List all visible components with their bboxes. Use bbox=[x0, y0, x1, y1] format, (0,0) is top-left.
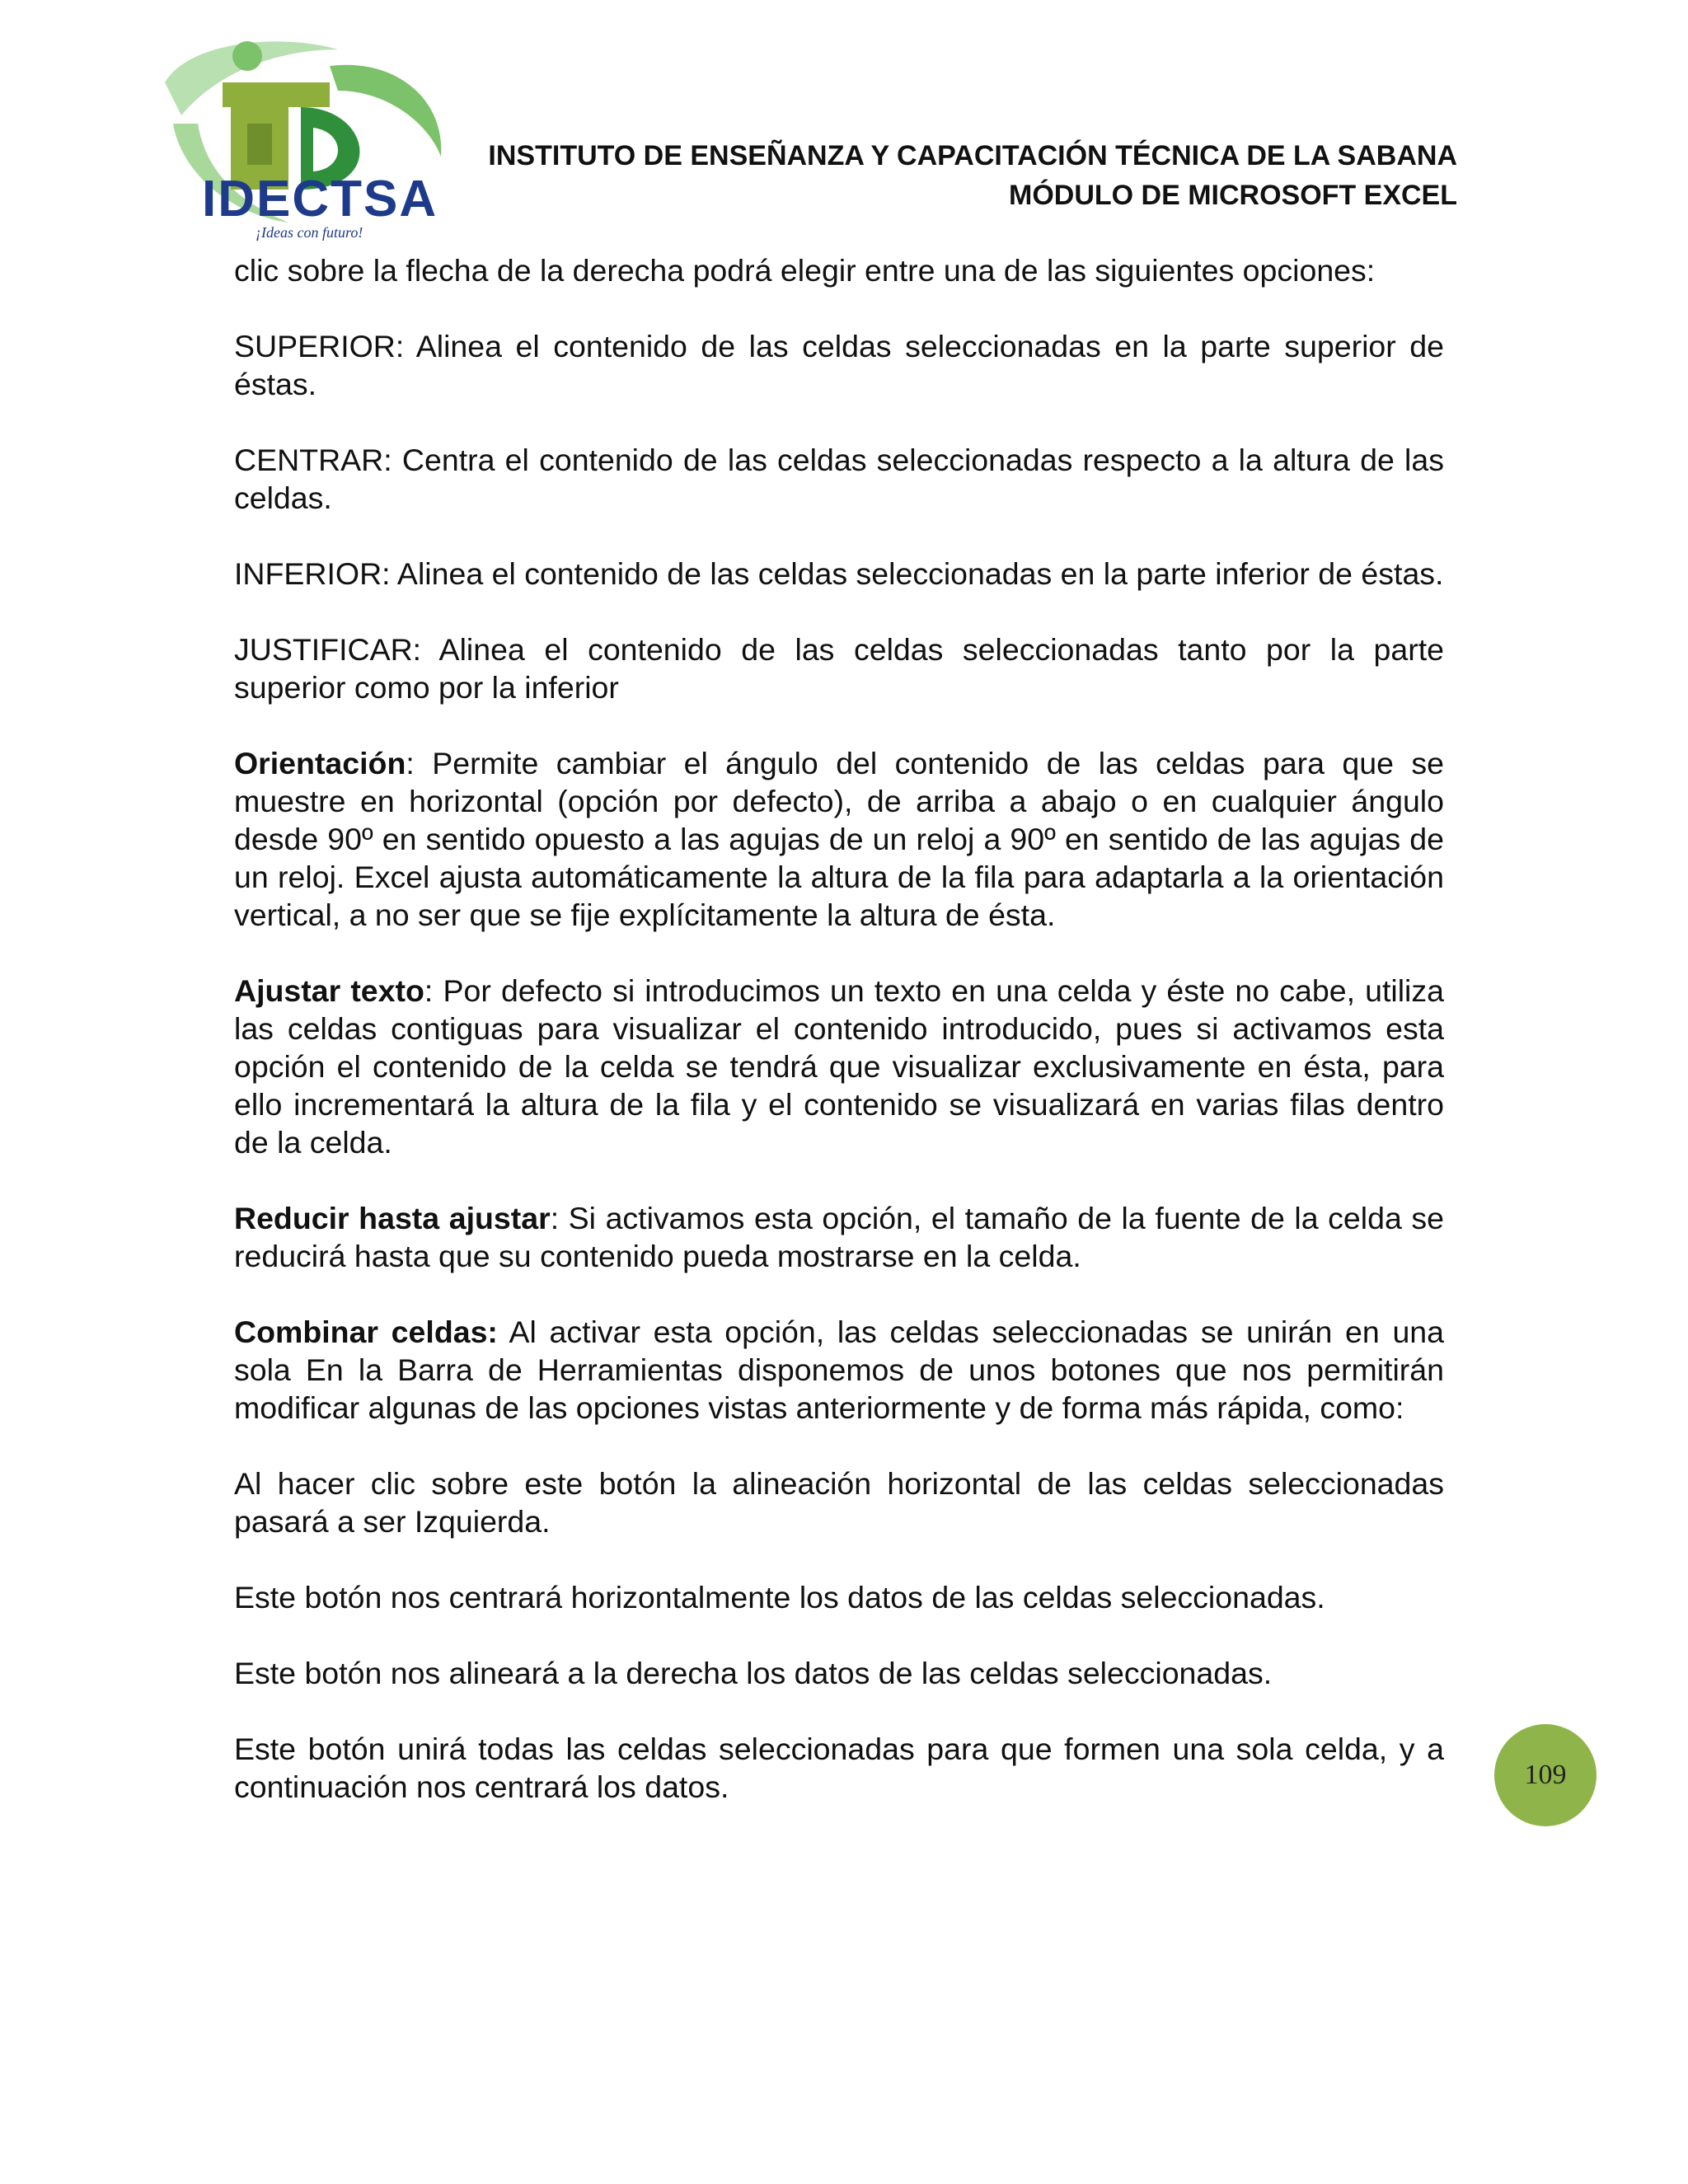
institute-logo bbox=[124, 25, 478, 247]
term: Reducir hasta ajustar bbox=[234, 1201, 551, 1235]
page-number-badge bbox=[1494, 1724, 1597, 1826]
paragraph: Orientación: Permite cambiar el ángulo del contenido de las celdas para que se muestre en horizontal (opción por defecto), de arriba a abajo o en cualquier ángulo desde 90º en sentido opuesto a las agujas de un reloj a 90º en sentido de las agujas de un reloj. Excel ajusta automáticamente la altura de la fila para adaptarla a la orientación vertical, a no ser que se fije explícitamente la altura de ésta. bbox=[234, 746, 1444, 932]
paragraph: Combinar celdas: Al activar esta opción, las celdas seleccionadas se unirán en una sola En la Barra de Herramientas disponemos de unos botones que nos permitirán modificar algunas de las opciones vistas anteriormente y de forma más rápida, como: bbox=[234, 1315, 1445, 1425]
logo-tagline: ¡Ideas con futuro! bbox=[256, 224, 363, 241]
paragraph: clic sobre la flecha de la derecha podrá elegir entre una de las siguientes opciones: bbox=[234, 253, 1376, 288]
logo-emblem-icon bbox=[124, 25, 478, 247]
term: Orientación bbox=[234, 746, 406, 780]
paragraph: CENTRAR: Centra el contenido de las celdas seleccionadas respecto a la altura de las celdas. bbox=[234, 443, 1444, 515]
paragraph: Reducir hasta ajustar: Si activamos esta opción, el tamaño de la fuente de la celda se reducirá hasta que su contenido pueda mostrarse en la celda. bbox=[234, 1201, 1444, 1273]
logo-text: IDECTSA bbox=[202, 171, 438, 227]
paragraph: SUPERIOR: Alinea el contenido de las celdas seleccionadas en la parte superior de éstas. bbox=[234, 329, 1444, 401]
document-body bbox=[234, 251, 1444, 1844]
page-number: 109 bbox=[1524, 1760, 1567, 1790]
paragraph: Este botón nos alineará a la derecha los datos de las celdas seleccionadas. bbox=[234, 1656, 1273, 1690]
paragraph: Este botón unirá todas las celdas seleccionadas para que formen una sola celda, y a continuación nos centrará los datos. bbox=[234, 1732, 1444, 1804]
term: Combinar celdas: bbox=[234, 1315, 498, 1349]
term: Ajustar texto bbox=[234, 973, 424, 1008]
paragraph: INFERIOR: Alinea el contenido de las celdas seleccionadas en la parte inferior de éstas. bbox=[234, 556, 1444, 591]
paragraph: Al hacer clic sobre este botón la alineación horizontal de las celdas seleccionadas pasará a ser Izquierda. bbox=[234, 1466, 1444, 1539]
institute-name: INSTITUTO DE ENSEÑANZA Y CAPACITACIÓN TÉCNICA DE LA SABANA bbox=[488, 140, 1457, 171]
paragraph: Ajustar texto: Por defecto si introducimos un texto en una celda y éste no cabe, utiliza las celdas contiguas para visualizar el contenido introducido, pues si activamos esta opción el contenido de la celda se tendrá que visualizar exclusivamente en ésta, para ello incrementará la altura de la fila y el contenido se visualizará en varias filas dentro de la celda. bbox=[234, 973, 1444, 1160]
page-header bbox=[488, 136, 1457, 215]
paragraph: Este botón nos centrará horizontalmente los datos de las celdas seleccionadas. bbox=[234, 1580, 1325, 1615]
module-name: MÓDULO DE MICROSOFT EXCEL bbox=[1009, 180, 1457, 211]
paragraph: JUSTIFICAR: Alinea el contenido de las celdas seleccionadas tanto por la parte superior como por la inferior bbox=[234, 632, 1444, 705]
